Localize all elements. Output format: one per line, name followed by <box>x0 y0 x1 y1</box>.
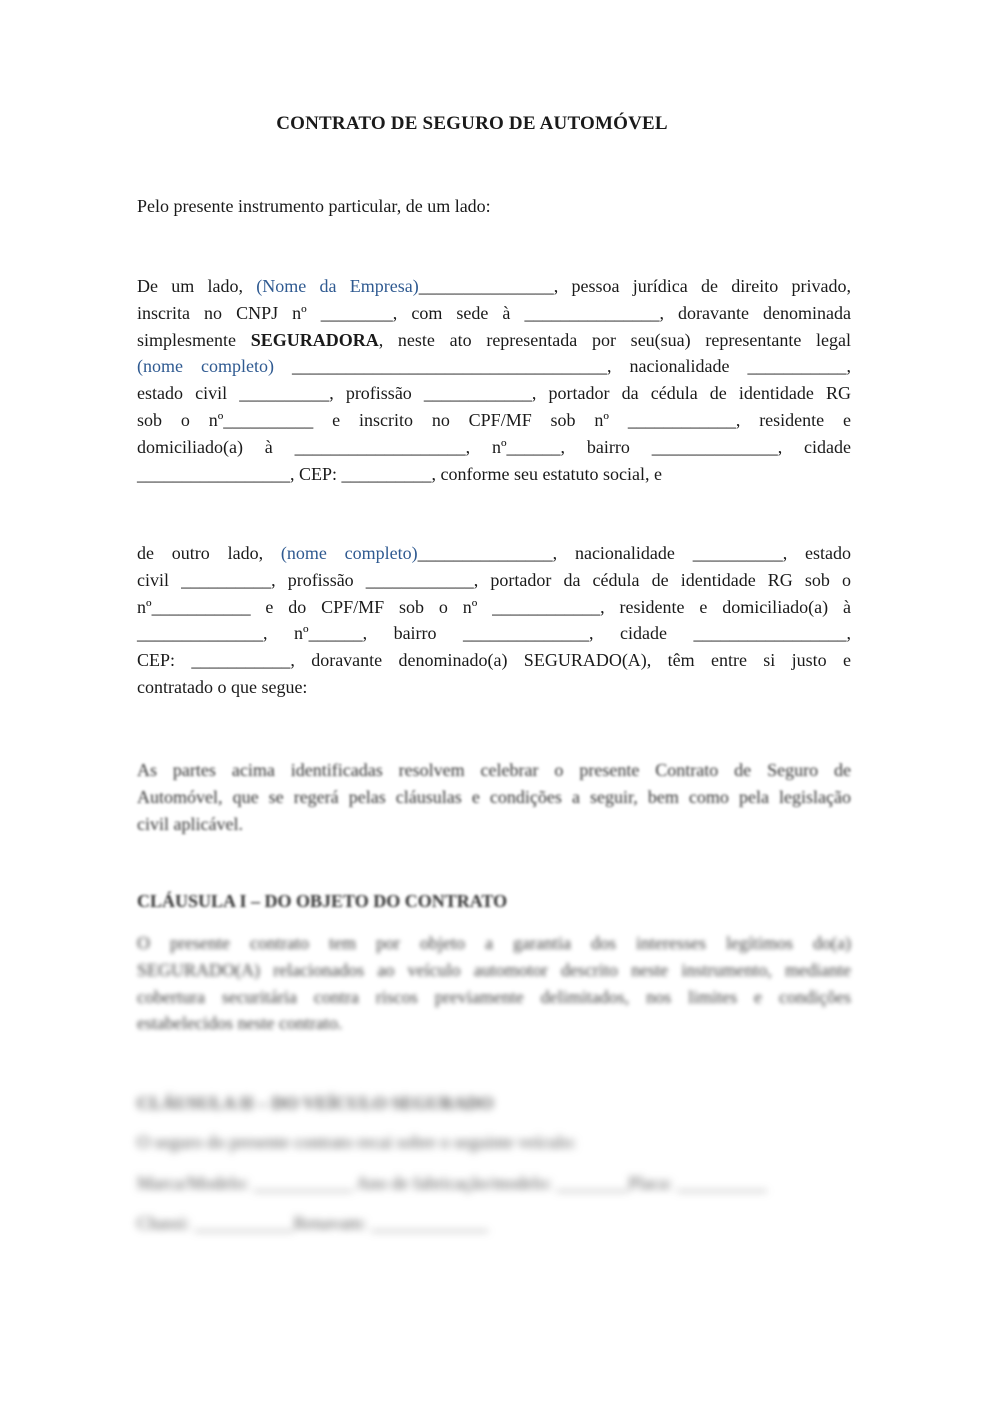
representative-name-placeholder: (nome completo) <box>137 356 274 377</box>
seguradora-paragraph <box>137 273 851 487</box>
text-span: simplesmente <box>137 329 251 350</box>
paragraph-line <box>137 327 851 354</box>
paragraph-line: sob o nº__________ e inscrito no CPF/MF sob nº ____________, residente e <box>137 409 851 430</box>
company-name-placeholder: (Nome da Empresa) <box>256 276 419 296</box>
text-span: _______________, nacionalidade __________, estado <box>417 543 851 563</box>
seguradora-term: SEGURADORA <box>250 329 379 350</box>
text-span: ___________________________________, nacionalidade ___________, <box>273 356 851 377</box>
vehicle-fields-line: Chassi: ___________Renavam: _____________ <box>137 1213 488 1233</box>
paragraph-line: SEGURADO(A) relacionados ao veículo automotor descrito neste instrumento, mediante <box>137 959 851 980</box>
parties-paragraph <box>137 757 851 837</box>
paragraph-line <box>137 540 851 567</box>
paragraph-line: Automóvel, que se regerá pelas cláusulas e condições a seguir, bem como pela legislação <box>137 786 851 807</box>
paragraph-line: nº___________ e do CPF/MF sob o nº ____________, residente e domiciliado(a) à <box>137 596 851 617</box>
vehicle-fields-line: Marca/Modelo: ___________ Ano de fabricação/modelo: ________Placa: __________ <box>137 1173 767 1193</box>
segurado-paragraph <box>137 540 851 701</box>
paragraph-line: estado civil __________, profissão ____________, portador da cédula de identidade RG <box>137 383 851 404</box>
clause-2-line: O seguro do presente contrato recai sobre o seguinte veículo: <box>137 1132 577 1152</box>
text-span: _______________, pessoa jurídica de direito privado, <box>418 276 851 296</box>
paragraph-line: ______________, nº______, bairro ______________, cidade _________________, <box>137 623 851 644</box>
paragraph-line: cobertura securitária contra riscos previamente delimitados, nos limites e condições <box>137 986 851 1007</box>
clause-1-heading: CLÁUSULA I – DO OBJETO DO CONTRATO <box>137 891 508 911</box>
paragraph-line: inscrita no CNPJ nº ________, com sede à _______________, doravante denominada <box>137 302 851 323</box>
paragraph-line: civil __________, profissão ____________, portador da cédula de identidade RG sob o <box>137 569 851 590</box>
intro-line: Pelo presente instrumento particular, de um lado: <box>137 196 491 216</box>
paragraph-line: civil aplicável. <box>137 813 243 834</box>
paragraph-line: As partes acima identificadas resolvem celebrar o presente Contrato de Seguro de <box>137 760 851 780</box>
paragraph-line: CEP: ___________, doravante denominado(a) SEGURADO(A), têm entre si justo e <box>137 650 851 671</box>
paragraph-line <box>137 273 851 300</box>
paragraph-line: estabelecidos neste contrato. <box>137 1013 343 1034</box>
clause-2-heading: CLÁUSULA II – DO VEÍCULO SEGURADO <box>137 1093 494 1113</box>
text-span: , neste ato representada por seu(sua) representante legal <box>378 329 852 350</box>
text-span: de outro lado, <box>137 543 281 563</box>
paragraph-line <box>137 353 851 380</box>
clause-1-paragraph <box>137 930 851 1037</box>
text-span: De um lado, <box>137 276 257 296</box>
insured-name-placeholder: (nome completo) <box>280 543 418 563</box>
paragraph-line: _________________, CEP: __________, conforme seu estatuto social, e <box>137 463 662 484</box>
document-title: CONTRATO DE SEGURO DE AUTOMÓVEL <box>276 113 668 134</box>
intro-paragraph <box>137 193 851 220</box>
paragraph-line: O presente contrato tem por objeto a garantia dos interesses legítimos do(a) <box>137 933 851 953</box>
paragraph-line: domiciliado(a) à ___________________, nº______, bairro ______________, cidade <box>137 436 851 457</box>
paragraph-line: contratado o que segue: <box>137 676 308 697</box>
